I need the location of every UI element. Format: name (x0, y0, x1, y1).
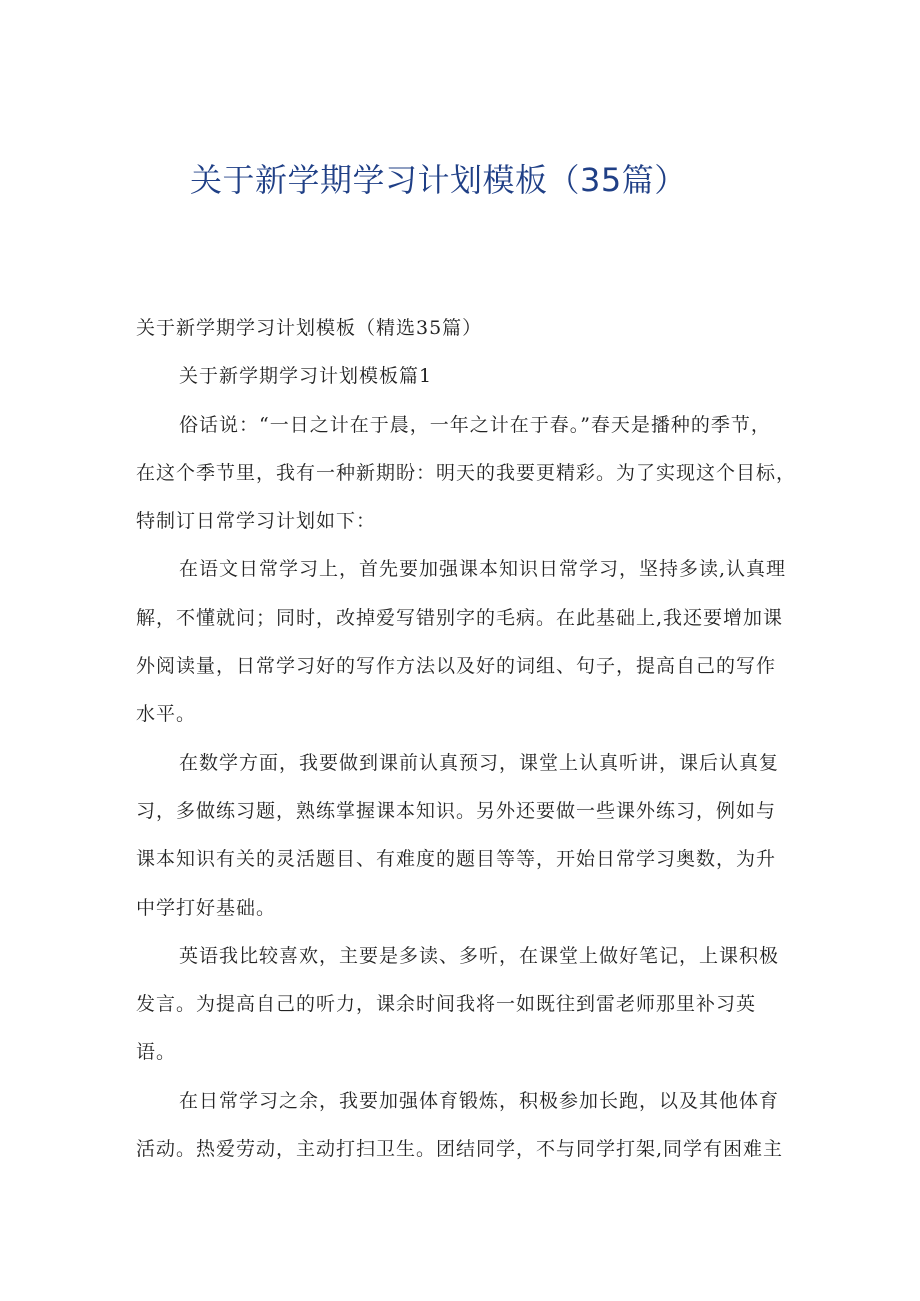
paragraph-line: 中学打好基础。 (136, 896, 277, 919)
paragraph-line: 英语我比较喜欢，主要是多读、多听，在课堂上做好笔记，上课积极 (179, 944, 780, 967)
paragraph-line: 在日常学习之余，我要加强体育锻炼，积极参加长跑，以及其他体育 (179, 1089, 780, 1112)
paragraph-line: 水平。 (136, 703, 197, 726)
paragraph-line: 习，多做练习题，熟练掌握课本知识。另外还要做一些课外练习，例如与 (136, 799, 777, 822)
paragraph-line: 外阅读量，日常学习好的写作方法以及好的词组、句子，提高自己的写作 (136, 655, 777, 678)
document-title: 关于新学期学习计划模板（35篇） (190, 161, 687, 199)
document-body (136, 304, 816, 1173)
paragraph-line: 在数学方面，我要做到课前认真预习，课堂上认真听讲，课后认真复 (179, 751, 780, 774)
section-heading: 关于新学期学习计划模板篇1 (179, 365, 433, 388)
paragraph-line: 在语文日常学习上，首先要加强课本知识日常学习，坚持多读,认真理 (179, 558, 787, 581)
paragraph-line: 课本知识有关的灵活题目、有难度的题目等等，开始日常学习奥数，为升 (136, 848, 777, 871)
paragraph-line: 解，不懂就问；同时，改掉爱写错别字的毛病。在此基础上,我还要增加课 (136, 606, 784, 629)
paragraph-line: 俗话说：“一日之计在于晨，一年之计在于春。”春天是播种的季节， (179, 413, 771, 436)
paragraph-line: 发言。为提高自己的听力，课余时间我将一如既往到雷老师那里补习英 (136, 993, 757, 1016)
paragraph-line: 活动。热爱劳动，主动打扫卫生。团结同学，不与同学打架,同学有困难主 (136, 1138, 784, 1161)
paragraph-line: 语。 (136, 1041, 177, 1064)
subtitle-line: 关于新学期学习计划模板（精选35篇） (136, 317, 483, 339)
paragraph-line: 特制订日常学习计划如下： (136, 510, 377, 533)
paragraph-line: 在这个季节里，我有一种新期盼：明天的我要更精彩。为了实现这个目标， (136, 461, 797, 484)
